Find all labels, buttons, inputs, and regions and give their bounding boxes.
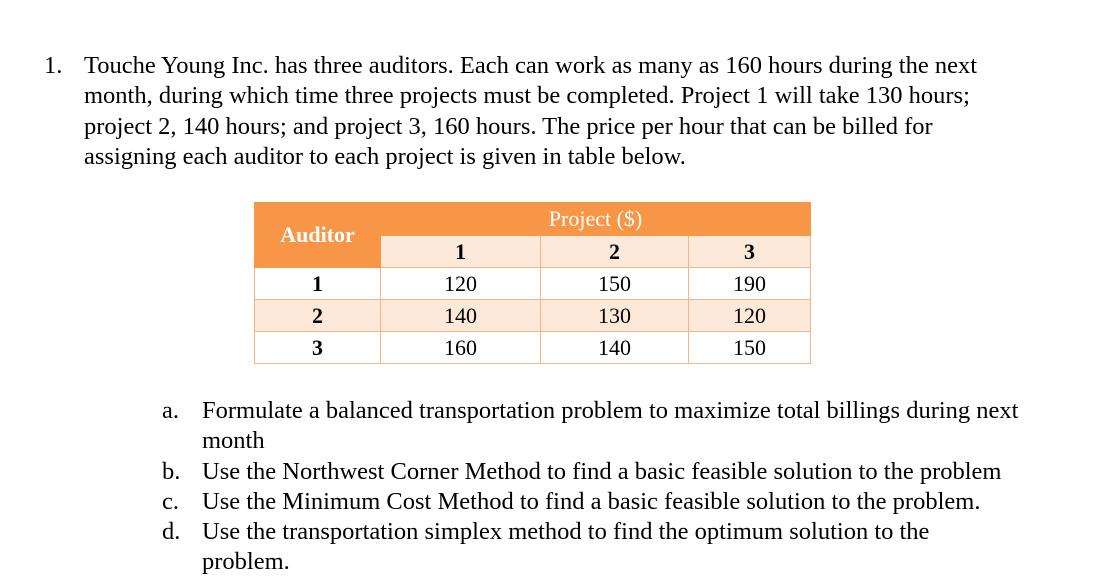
problem-number: 1. — [44, 52, 63, 79]
question-text — [202, 517, 1102, 578]
problem-text — [84, 51, 1084, 172]
table-cell: 120 — [381, 268, 541, 300]
question-line: Use the transportation simplex method to find the optimum solution to the — [202, 518, 930, 546]
table-cell: 150 — [689, 332, 811, 364]
billing-table-container — [254, 202, 810, 365]
question-line: problem. — [202, 548, 290, 576]
question-text — [202, 457, 1102, 487]
question-a — [162, 396, 1102, 457]
problem-line: month, during which time three projects must be completed. Project 1 will take 130 hours; — [84, 82, 970, 110]
question-letter: d. — [162, 518, 181, 546]
auditor-label: 3 — [255, 332, 381, 364]
question-text — [202, 487, 1102, 517]
question-c — [162, 487, 1102, 517]
question-line: Formulate a balanced transportation problem to maximize total billings during next — [202, 397, 1019, 424]
table-row — [255, 268, 811, 300]
project-column-1: 1 — [381, 236, 541, 268]
table-cell: 130 — [541, 300, 689, 332]
problem-line: project 2, 140 hours; and project 3, 160 hours. The price per hour that can be billed for — [84, 112, 933, 140]
problem-line: assigning each auditor to each project is given in table below. — [84, 142, 686, 170]
table-cell: 150 — [541, 268, 689, 300]
billing-table — [254, 202, 811, 364]
question-line: Use the Northwest Corner Method to find a basic feasible solution to the problem — [202, 457, 1002, 485]
project-column-3: 3 — [689, 236, 811, 268]
question-d — [162, 517, 1102, 578]
project-column-2: 2 — [541, 236, 689, 268]
table-cell: 140 — [381, 300, 541, 332]
question-text — [202, 396, 1102, 457]
question-b — [162, 457, 1102, 487]
question-letter: b. — [162, 457, 181, 485]
table-cell: 160 — [381, 332, 541, 364]
auditor-header: Auditor — [255, 203, 381, 268]
table-row — [255, 300, 811, 332]
problem-line: Touche Young Inc. has three auditors. Each can work as many as 160 hours during the next — [84, 52, 978, 79]
question-letter: c. — [162, 487, 179, 515]
question-line: Use the Minimum Cost Method to find a basic feasible solution to the problem. — [202, 487, 981, 515]
table-cell: 140 — [541, 332, 689, 364]
question-list — [162, 396, 1102, 578]
question-line: month — [202, 427, 265, 455]
project-header: Project ($) — [381, 203, 811, 236]
table-cell: 120 — [689, 300, 811, 332]
table-cell: 190 — [689, 268, 811, 300]
auditor-label: 2 — [255, 300, 381, 332]
auditor-label: 1 — [255, 268, 381, 300]
question-letter: a. — [162, 397, 179, 424]
table-row — [255, 332, 811, 364]
